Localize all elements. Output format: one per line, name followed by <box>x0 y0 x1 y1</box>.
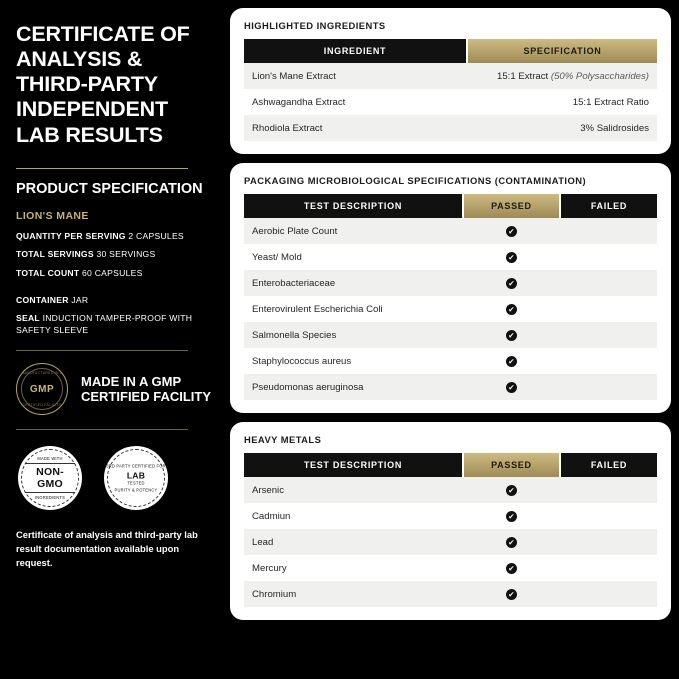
spec-value: JAR <box>71 294 89 305</box>
table-row <box>244 63 657 89</box>
badge-main-text: LAB <box>126 470 146 481</box>
spec-key: TOTAL SERVINGS <box>16 249 94 260</box>
badge-top-text: 3RD PARTY CERTIFIED FOR <box>106 463 166 469</box>
cell-test-description: Staphylococcus aureus <box>252 355 352 367</box>
spec-item <box>16 313 212 336</box>
page-title: CERTIFICATE OF ANALYSIS & THIRD-PARTY INDEPENDENT LAB RESULTS <box>16 22 190 147</box>
card-microbiological-specifications <box>230 163 671 413</box>
cell-specification: 15:1 Extract Ratio <box>572 96 649 108</box>
cell-passed <box>463 348 560 374</box>
check-icon: ✔ <box>506 382 517 393</box>
cell-failed <box>560 503 657 529</box>
cell-failed <box>560 348 657 374</box>
cell-failed <box>560 477 657 503</box>
column-header-test-description: TEST DESCRIPTION <box>244 194 463 218</box>
cell-failed <box>560 244 657 270</box>
cell-specification <box>467 63 657 89</box>
spec-item <box>16 268 212 280</box>
gmp-seal-arc-bottom: CERTIFIED FACILITY <box>22 403 62 408</box>
gmp-label: MADE IN A GMP CERTIFIED FACILITY <box>81 373 211 405</box>
divider <box>16 168 188 169</box>
cell-specification: 3% Salidrosides <box>467 115 657 141</box>
cell-test-description: Enterobacteriaceae <box>244 270 463 296</box>
cell-ingredient: Rhodiola Extract <box>244 115 467 141</box>
column-header-failed: FAILED <box>560 453 657 477</box>
table-row <box>244 89 657 115</box>
cell-ingredient: Ashwagandha Extract <box>252 96 346 108</box>
lab-tested-badge-icon <box>104 446 168 510</box>
table-row <box>244 244 657 270</box>
spec-value: 2 CAPSULES <box>128 230 184 241</box>
cell-test-description: Lead <box>244 529 463 555</box>
cell-failed <box>560 555 657 581</box>
table-row <box>244 374 657 400</box>
gmp-block <box>16 363 212 415</box>
column-header-passed: PASSED <box>463 453 560 477</box>
spec-key: SEAL <box>16 313 40 324</box>
cell-passed <box>463 529 560 555</box>
footnote: Certificate of analysis and third-party lab result documentation available upon request. <box>16 529 198 568</box>
heavy-metals-table <box>244 453 657 607</box>
table-row <box>244 555 657 581</box>
divider <box>16 429 188 430</box>
badge-content <box>18 456 82 500</box>
card-title: PACKAGING MICROBIOLOGICAL SPECIFICATIONS (CONTAMINATION) <box>244 175 587 186</box>
cell-failed <box>560 374 657 400</box>
spec-list <box>16 231 212 280</box>
table-row <box>244 581 657 607</box>
badge-row <box>18 446 212 510</box>
spec-main: 15:1 Extract <box>497 70 549 82</box>
cell-test-description: Mercury <box>252 562 287 574</box>
cell-passed <box>463 555 560 581</box>
spec-item <box>16 295 212 307</box>
right-panel <box>228 0 679 679</box>
left-panel <box>0 0 228 679</box>
badge-main-text-2: TESTED <box>127 480 145 486</box>
cell-passed <box>463 270 560 296</box>
check-icon: ✔ <box>506 226 517 237</box>
cell-passed <box>463 218 560 244</box>
cell-failed <box>560 529 657 555</box>
table-row <box>244 296 657 322</box>
product-name: LION'S MANE <box>16 209 89 222</box>
spec-value: 30 SERVINGS <box>96 249 156 260</box>
check-icon: ✔ <box>506 511 517 522</box>
cell-failed <box>560 296 657 322</box>
spec-item <box>16 249 212 261</box>
check-icon: ✔ <box>506 589 517 600</box>
spec-item <box>16 231 212 243</box>
cell-test-description: Arsenic <box>244 477 463 503</box>
check-icon: ✔ <box>506 330 517 341</box>
table-header-row <box>244 194 657 218</box>
check-icon: ✔ <box>506 304 517 315</box>
spec-value: INDUCTION TAMPER-PROOF WITH SAFETY SLEEVE <box>16 313 193 335</box>
check-icon: ✔ <box>506 485 517 496</box>
gmp-seal-icon <box>16 363 68 415</box>
check-icon: ✔ <box>506 563 517 574</box>
cell-passed <box>463 296 560 322</box>
check-icon: ✔ <box>506 252 517 263</box>
cell-failed <box>560 322 657 348</box>
non-gmo-badge-icon <box>18 446 82 510</box>
spec-list-secondary <box>16 295 212 337</box>
badge-top-text: MADE WITH <box>37 456 63 462</box>
gmp-seal-arc-top: MANUFACTURED IN A <box>21 371 63 376</box>
badge-main-text: NON-GMO <box>25 463 75 493</box>
table-row <box>244 503 657 529</box>
cell-passed <box>463 322 560 348</box>
table-row <box>244 218 657 244</box>
cell-test-description: Salmonella Species <box>244 322 463 348</box>
card-highlighted-ingredients <box>230 8 671 154</box>
table-header-row <box>244 39 657 63</box>
cell-passed <box>463 374 560 400</box>
table-row <box>244 270 657 296</box>
card-heavy-metals <box>230 422 671 620</box>
cell-test-description: Cadmiun <box>252 510 291 522</box>
cell-test-description: Pseudomonas aeruginosa <box>244 374 463 400</box>
ingredients-table <box>244 39 657 141</box>
check-icon: ✔ <box>506 356 517 367</box>
gmp-seal-text: GMP <box>29 383 55 395</box>
spec-key: TOTAL COUNT <box>16 268 80 278</box>
table-row <box>244 115 657 141</box>
column-header-test-description: TEST DESCRIPTION <box>244 453 463 477</box>
spec-note: (50% Polysaccharides) <box>550 70 649 82</box>
cell-passed <box>463 503 560 529</box>
cell-test-description: Aerobic Plate Count <box>244 218 463 244</box>
cell-failed <box>560 270 657 296</box>
table-row <box>244 348 657 374</box>
cell-passed <box>463 477 560 503</box>
table-row <box>244 529 657 555</box>
spec-value: 60 CAPSULES <box>82 268 143 278</box>
check-icon: ✔ <box>506 537 517 548</box>
cell-ingredient: Lion's Mane Extract <box>244 63 467 89</box>
column-header-ingredient: INGREDIENT <box>244 39 467 63</box>
column-header-specification: SPECIFICATION <box>467 39 657 63</box>
badge-bottom-text: INGREDIENTS <box>34 495 66 501</box>
divider <box>16 350 188 351</box>
cell-test-description: Chromium <box>244 581 463 607</box>
table-row <box>244 322 657 348</box>
spec-key: QUANTITY PER SERVING <box>16 230 126 241</box>
badge-content <box>104 464 168 493</box>
cell-passed <box>463 244 560 270</box>
cell-passed <box>463 581 560 607</box>
spec-key: CONTAINER <box>16 294 69 305</box>
cell-failed <box>560 218 657 244</box>
column-header-failed: FAILED <box>560 194 657 218</box>
table-row <box>244 477 657 503</box>
table-header-row <box>244 453 657 477</box>
microbiological-table <box>244 194 657 400</box>
product-specification-heading: PRODUCT SPECIFICATION <box>16 180 203 197</box>
cell-failed <box>560 581 657 607</box>
card-title: HIGHLIGHTED INGREDIENTS <box>244 20 386 31</box>
badge-bottom-text: PURITY & POTENCY <box>114 487 158 493</box>
column-header-passed: PASSED <box>463 194 560 218</box>
card-title: HEAVY METALS <box>244 434 322 446</box>
cell-test-description: Enterovirulent Escherichia Coli <box>252 303 383 315</box>
check-icon: ✔ <box>506 278 517 289</box>
cell-test-description: Yeast/ Mold <box>252 251 302 263</box>
